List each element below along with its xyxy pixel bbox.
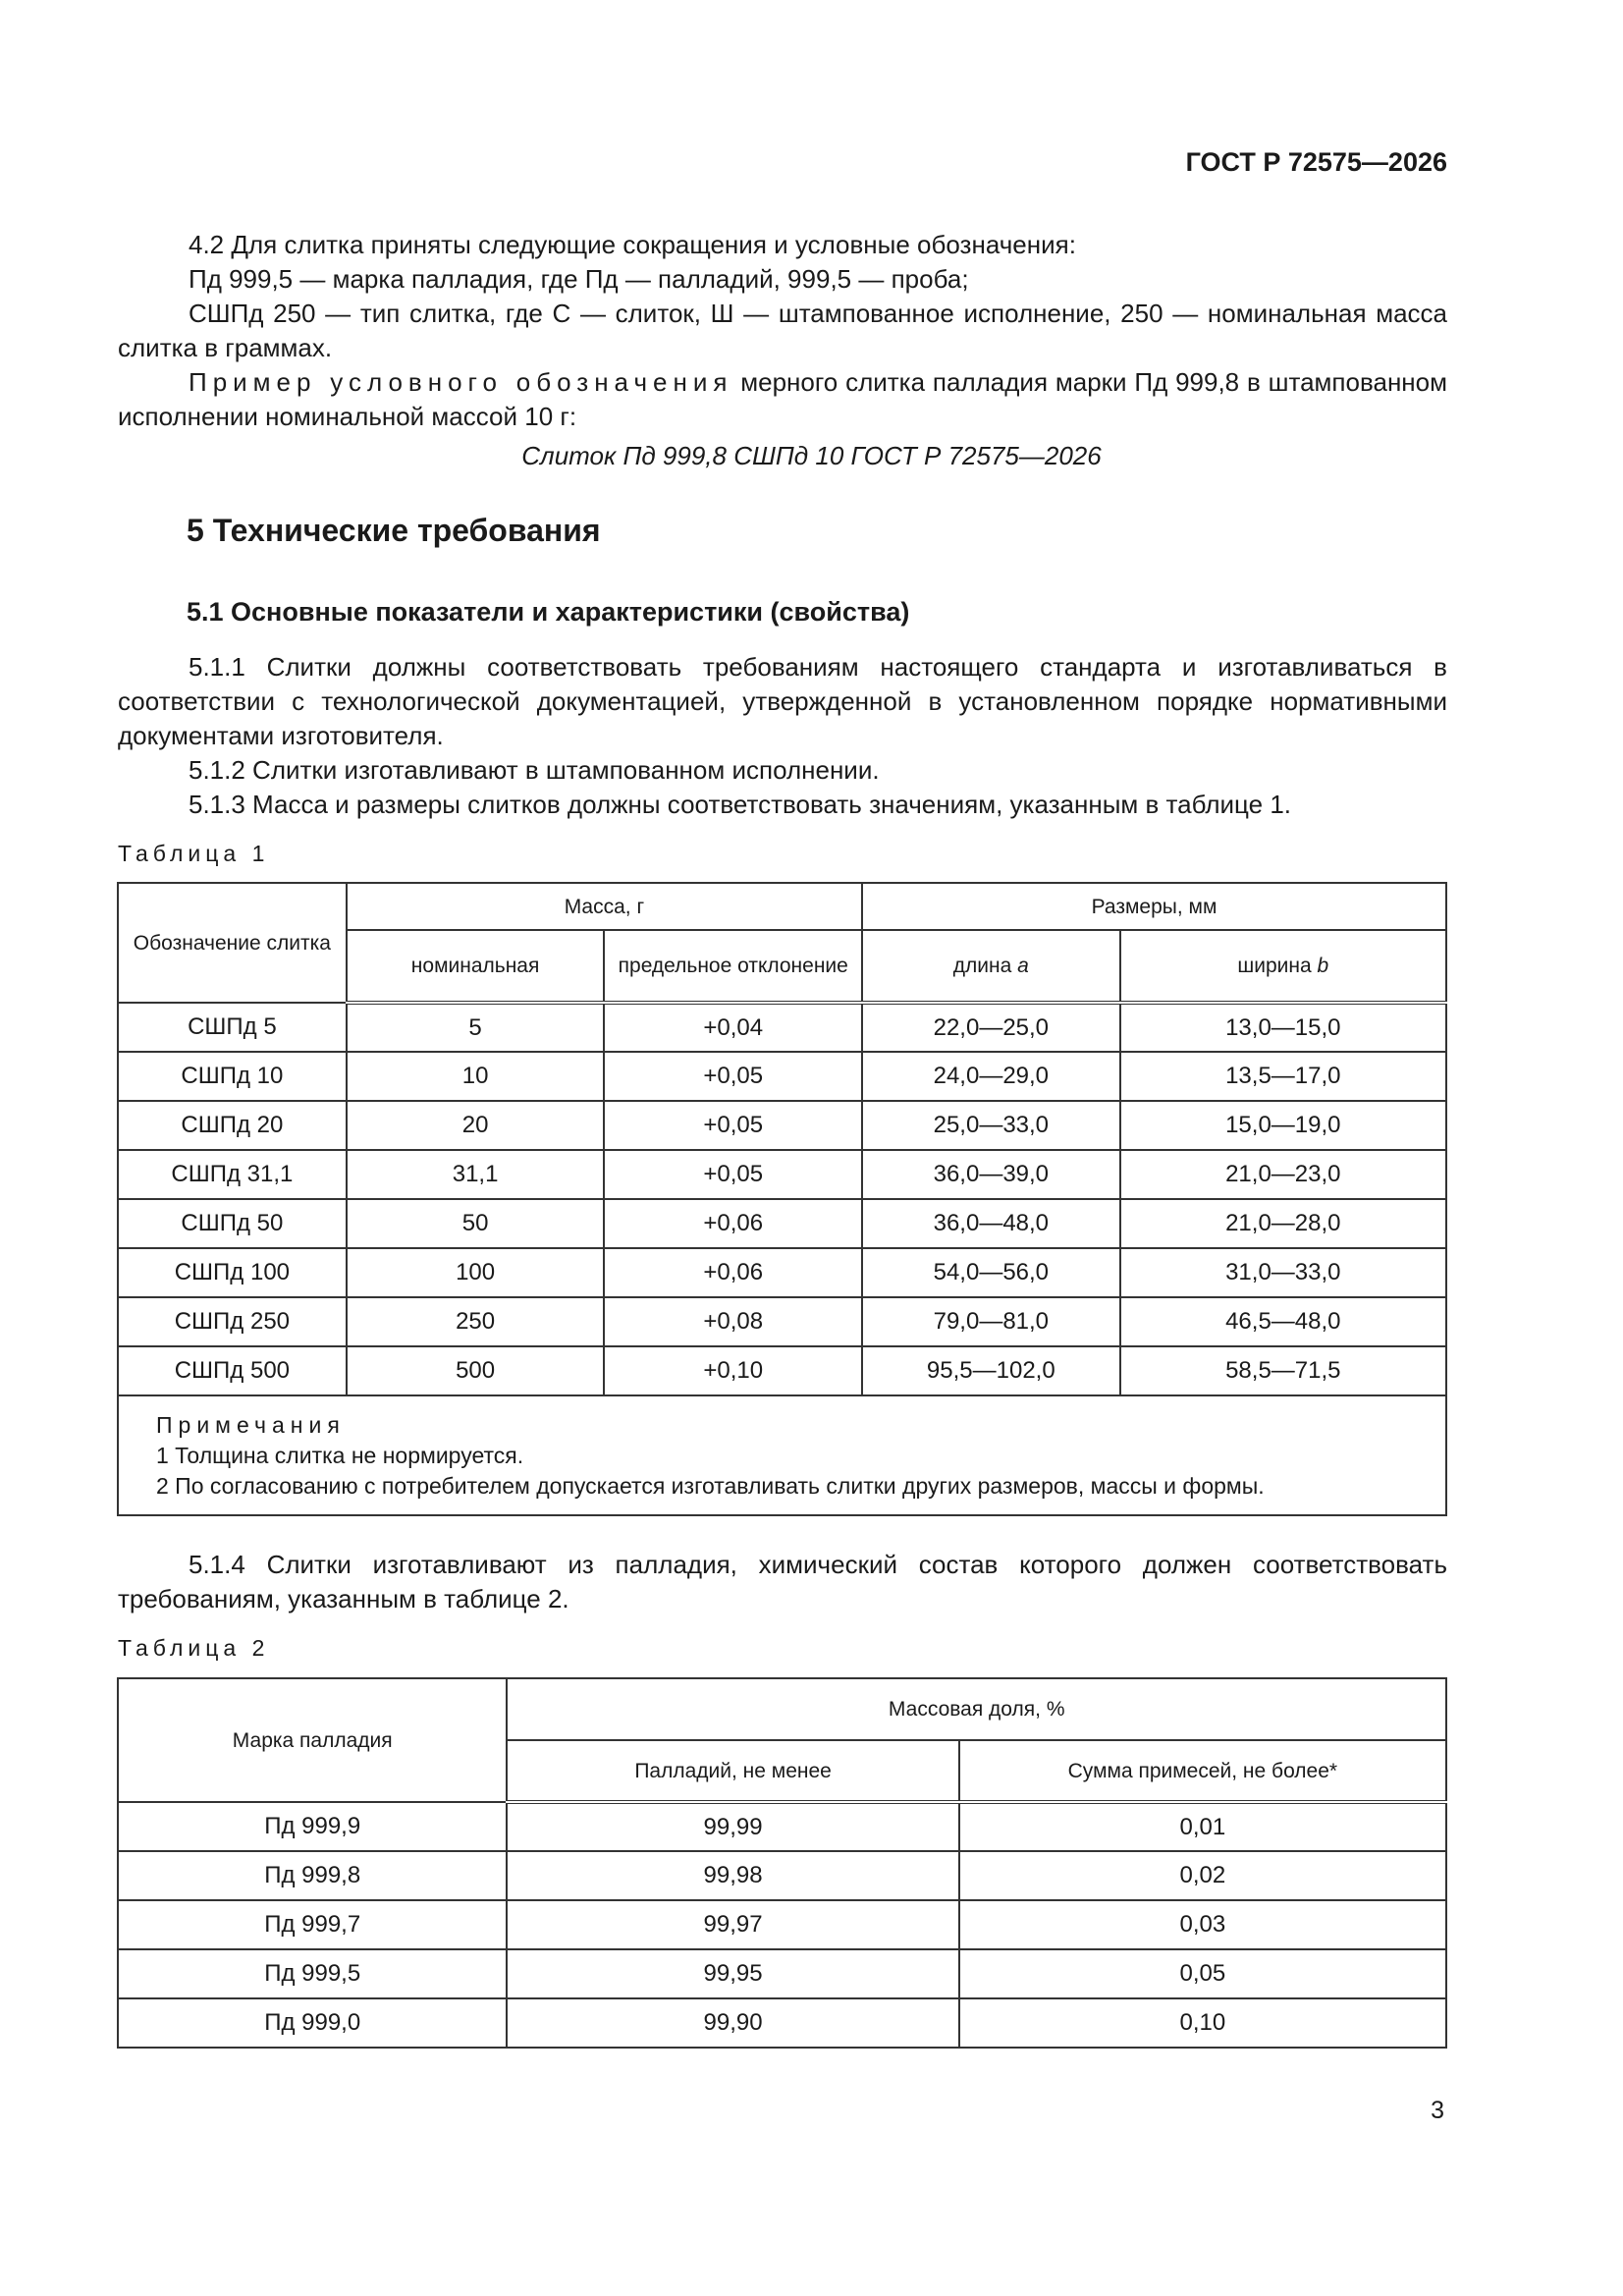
paragraph-type-definition: СШПд 250 — тип слитка, где С — слиток, Ш — штампованное исполнение, 250 — номинальная масса слитка в граммах. bbox=[118, 299, 1447, 362]
paragraph-4-2: 4.2 Для слитка приняты следующие сокращения и условные обозначения: bbox=[189, 230, 1076, 259]
cell-grade: Пд 999,0 bbox=[118, 1998, 507, 2048]
subsection-5-1-title: 5.1 Основные показатели и характеристики (свойства) bbox=[187, 597, 910, 627]
cell-length: 22,0—25,0 bbox=[862, 1003, 1120, 1052]
example-formula: Слиток Пд 999,8 СШПд 10 ГОСТ Р 72575—2026 bbox=[521, 441, 1102, 470]
cell-length: 36,0—39,0 bbox=[862, 1150, 1120, 1199]
table1-notes bbox=[118, 1395, 1446, 1515]
paragraph-grade-definition: Пд 999,5 — марка палладия, где Пд — палладий, 999,5 — проба; bbox=[189, 264, 969, 294]
cell-deviation: +0,06 bbox=[604, 1248, 862, 1297]
th-length bbox=[862, 930, 1120, 1003]
cell-deviation: +0,04 bbox=[604, 1003, 862, 1052]
cell-length: 25,0—33,0 bbox=[862, 1101, 1120, 1150]
cell-palladium: 99,99 bbox=[507, 1802, 958, 1851]
paragraph-5-1-2: 5.1.2 Слитки изготавливают в штампованном исполнении. bbox=[189, 755, 880, 785]
paragraph-5-1-4: 5.1.4 Слитки изготавливают из палладия, химический состав которого должен соответствовать требованиям, указанным в таблице 2. bbox=[118, 1550, 1447, 1613]
cell-deviation: +0,05 bbox=[604, 1101, 862, 1150]
table-row bbox=[118, 1101, 1446, 1150]
cell-nominal-mass: 50 bbox=[347, 1199, 605, 1248]
cell-palladium: 99,97 bbox=[507, 1900, 958, 1949]
table1-caption: Таблица 1 bbox=[118, 841, 270, 866]
cell-nominal-mass: 100 bbox=[347, 1248, 605, 1297]
table-row bbox=[118, 1199, 1446, 1248]
cell-palladium: 99,90 bbox=[507, 1998, 958, 2048]
cell-width: 58,5—71,5 bbox=[1120, 1346, 1446, 1395]
cell-designation: СШПд 10 bbox=[118, 1052, 347, 1101]
table-1 bbox=[117, 882, 1447, 1516]
th-mass: Масса, г bbox=[347, 883, 862, 930]
cell-width: 15,0—19,0 bbox=[1120, 1101, 1446, 1150]
cell-grade: Пд 999,8 bbox=[118, 1851, 507, 1900]
th-palladium-min: Палладий, не менее bbox=[507, 1740, 958, 1802]
cell-impurities: 0,10 bbox=[959, 1998, 1446, 2048]
th-length-label: длина bbox=[952, 955, 1018, 977]
th-nominal: номинальная bbox=[347, 930, 605, 1003]
cell-deviation: +0,08 bbox=[604, 1297, 862, 1346]
cell-grade: Пд 999,9 bbox=[118, 1802, 507, 1851]
cell-width: 46,5—48,0 bbox=[1120, 1297, 1446, 1346]
cell-nominal-mass: 250 bbox=[347, 1297, 605, 1346]
cell-designation: СШПд 5 bbox=[118, 1003, 347, 1052]
table-row bbox=[118, 1900, 1446, 1949]
cell-length: 36,0—48,0 bbox=[862, 1199, 1120, 1248]
cell-length: 24,0—29,0 bbox=[862, 1052, 1120, 1101]
table-row bbox=[118, 1248, 1446, 1297]
cell-nominal-mass: 500 bbox=[347, 1346, 605, 1395]
cell-impurities: 0,01 bbox=[959, 1802, 1446, 1851]
paragraph-example bbox=[118, 365, 1447, 434]
note-1: 1 Толщина слитка не нормируется. bbox=[156, 1443, 524, 1468]
table-row bbox=[118, 1998, 1446, 2048]
cell-nominal-mass: 5 bbox=[347, 1003, 605, 1052]
cell-deviation: +0,10 bbox=[604, 1346, 862, 1395]
page-number: 3 bbox=[1431, 2097, 1444, 2124]
cell-width: 31,0—33,0 bbox=[1120, 1248, 1446, 1297]
cell-length: 95,5—102,0 bbox=[862, 1346, 1120, 1395]
table-row bbox=[118, 1802, 1446, 1851]
cell-designation: СШПд 250 bbox=[118, 1297, 347, 1346]
document-code: ГОСТ Р 72575—2026 bbox=[1185, 147, 1447, 177]
section-5-title: 5 Технические требования bbox=[187, 513, 601, 548]
cell-designation: СШПд 500 bbox=[118, 1346, 347, 1395]
table-2 bbox=[117, 1677, 1447, 2049]
table-row bbox=[118, 1851, 1446, 1900]
th-width bbox=[1120, 930, 1446, 1003]
cell-width: 13,5—17,0 bbox=[1120, 1052, 1446, 1101]
cell-impurities: 0,02 bbox=[959, 1851, 1446, 1900]
cell-designation: СШПд 100 bbox=[118, 1248, 347, 1297]
table-row bbox=[118, 1949, 1446, 1998]
table2-caption: Таблица 2 bbox=[118, 1635, 270, 1661]
cell-nominal-mass: 31,1 bbox=[347, 1150, 605, 1199]
table-row bbox=[118, 1297, 1446, 1346]
cell-length: 79,0—81,0 bbox=[862, 1297, 1120, 1346]
cell-width: 13,0—15,0 bbox=[1120, 1003, 1446, 1052]
th-grade: Марка палладия bbox=[118, 1678, 507, 1802]
note-2: 2 По согласованию с потребителем допускается изготавливать слитки других размеров, массы и формы. bbox=[156, 1473, 1265, 1499]
example-label: Пример условного обозначения bbox=[189, 367, 733, 397]
table-row bbox=[118, 1346, 1446, 1395]
table-row bbox=[118, 1150, 1446, 1199]
cell-grade: Пд 999,7 bbox=[118, 1900, 507, 1949]
cell-designation: СШПд 20 bbox=[118, 1101, 347, 1150]
cell-length: 54,0—56,0 bbox=[862, 1248, 1120, 1297]
th-dimensions: Размеры, мм bbox=[862, 883, 1446, 930]
paragraph-5-1-3: 5.1.3 Масса и размеры слитков должны соответствовать значениям, указанным в таблице 1. bbox=[189, 790, 1292, 819]
cell-deviation: +0,06 bbox=[604, 1199, 862, 1248]
th-width-var: b bbox=[1317, 955, 1329, 977]
table-row bbox=[118, 1052, 1446, 1101]
notes-title: Примечания bbox=[156, 1412, 346, 1438]
cell-width: 21,0—23,0 bbox=[1120, 1150, 1446, 1199]
cell-grade: Пд 999,5 bbox=[118, 1949, 507, 1998]
cell-deviation: +0,05 bbox=[604, 1052, 862, 1101]
th-length-var: a bbox=[1017, 955, 1029, 977]
cell-designation: СШПд 31,1 bbox=[118, 1150, 347, 1199]
cell-nominal-mass: 20 bbox=[347, 1101, 605, 1150]
cell-palladium: 99,95 bbox=[507, 1949, 958, 1998]
th-impurities-max: Сумма примесей, не более* bbox=[959, 1740, 1446, 1802]
th-width-label: ширина bbox=[1237, 955, 1318, 977]
paragraph-5-1-1: 5.1.1 Слитки должны соответствовать требованиям настоящего стандарта и изготавливаться в соответствии с технологической документацией, утвержденной в установленном порядке нормативными документами изготовителя. bbox=[118, 652, 1447, 750]
cell-designation: СШПд 50 bbox=[118, 1199, 347, 1248]
th-mass-fraction: Массовая доля, % bbox=[507, 1678, 1446, 1740]
example-text: мерного слитка палладия марки Пд 999,8 в штампованном исполнении номинальной массой 10 г: bbox=[118, 367, 1447, 431]
cell-width: 21,0—28,0 bbox=[1120, 1199, 1446, 1248]
cell-impurities: 0,05 bbox=[959, 1949, 1446, 1998]
cell-impurities: 0,03 bbox=[959, 1900, 1446, 1949]
cell-nominal-mass: 10 bbox=[347, 1052, 605, 1101]
cell-deviation: +0,05 bbox=[604, 1150, 862, 1199]
cell-palladium: 99,98 bbox=[507, 1851, 958, 1900]
th-designation: Обозначение слитка bbox=[118, 883, 347, 1003]
th-deviation: предельное отклонение bbox=[604, 930, 862, 1003]
table-row bbox=[118, 1003, 1446, 1052]
